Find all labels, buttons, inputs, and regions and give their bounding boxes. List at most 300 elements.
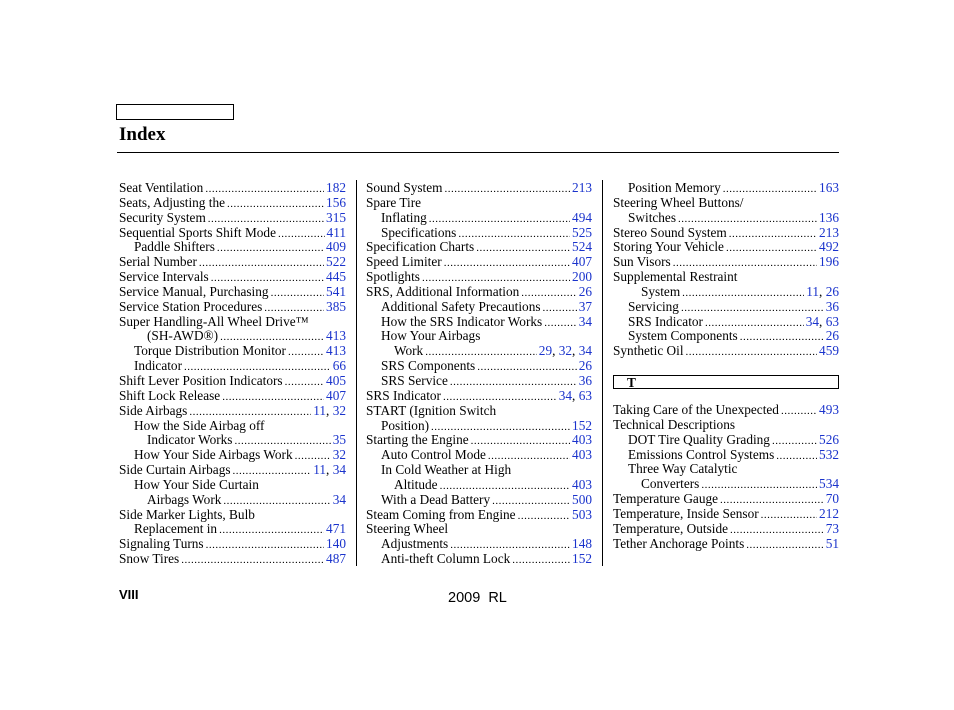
dot-leader xyxy=(219,523,324,538)
index-entry xyxy=(119,404,346,419)
page-refs xyxy=(326,300,346,315)
index-entry xyxy=(366,240,592,255)
index-entry xyxy=(119,240,346,255)
page-refs xyxy=(327,226,346,241)
index-entry xyxy=(119,285,346,300)
page-link[interactable]: 11 xyxy=(313,462,327,478)
index-entry xyxy=(366,493,592,508)
dot-leader xyxy=(271,286,324,301)
index-entry xyxy=(366,315,592,330)
dot-leader xyxy=(458,227,570,242)
index-entry xyxy=(366,270,592,285)
index-entry-label: Sequential Sports Shift Mode xyxy=(119,224,276,240)
page-refs xyxy=(326,196,346,211)
dot-leader xyxy=(781,404,817,419)
index-column-3 xyxy=(613,181,839,551)
index-entry xyxy=(119,270,346,285)
page-link[interactable]: 413 xyxy=(326,343,346,359)
dot-leader xyxy=(543,301,577,316)
page-refs xyxy=(326,522,346,537)
dot-leader xyxy=(518,509,570,524)
page-link[interactable]: 503 xyxy=(572,506,592,522)
page-refs xyxy=(326,211,346,226)
index-entry-label: Inflating xyxy=(381,209,427,225)
index-entry-label: Switches xyxy=(628,209,677,225)
page-refs: 11, 32 xyxy=(313,402,346,418)
column-divider xyxy=(356,180,357,566)
index-entry-label: Temperature, Outside xyxy=(613,520,729,536)
page-link[interactable]: 32 xyxy=(558,343,573,359)
page-link[interactable]: 26 xyxy=(825,283,839,299)
index-entry-label: Indicator Works xyxy=(147,432,233,448)
index-entry-label: Anti-theft Column Lock xyxy=(381,551,511,567)
page-link[interactable]: 541 xyxy=(326,283,346,299)
page-link[interactable]: 36 xyxy=(578,372,592,388)
index-entry xyxy=(613,403,839,418)
page-link[interactable]: 445 xyxy=(326,269,346,285)
page-refs: 29, 32, 34 xyxy=(538,343,592,359)
page-link[interactable]: 34 xyxy=(578,313,592,329)
index-entry xyxy=(613,300,839,315)
page-refs xyxy=(579,374,592,389)
index-entry-label: Side Marker Lights, Bulb xyxy=(119,506,255,522)
dot-leader xyxy=(761,508,817,523)
index-entry-label: (SH-AWD®) xyxy=(147,328,219,344)
index-entry xyxy=(613,418,839,433)
page-link[interactable]: 407 xyxy=(326,387,346,403)
page-link[interactable]: 315 xyxy=(326,209,346,225)
index-entry xyxy=(366,448,592,463)
dot-leader xyxy=(206,538,324,553)
index-entry xyxy=(366,433,592,448)
page-refs xyxy=(572,433,592,448)
index-entry xyxy=(119,448,346,463)
index-entry-label: Shift Lever Position Indicators xyxy=(119,372,283,388)
index-entry xyxy=(613,344,839,359)
page-refs xyxy=(579,300,592,315)
dot-leader xyxy=(512,553,570,568)
page-link[interactable]: 73 xyxy=(825,520,839,536)
index-entry xyxy=(366,389,592,404)
index-entry xyxy=(119,478,346,493)
dot-leader xyxy=(217,241,324,256)
dot-leader xyxy=(686,345,818,360)
page-refs xyxy=(326,552,346,567)
index-entry-label: Replacement in xyxy=(134,521,218,537)
index-list-t xyxy=(613,403,839,551)
page-refs xyxy=(572,552,592,567)
index-entry-label: Emissions Control Systems xyxy=(628,446,775,462)
index-entry xyxy=(366,285,592,300)
page-refs: 34, 63 xyxy=(805,313,839,329)
page-link[interactable]: 152 xyxy=(572,551,592,567)
page-link[interactable]: 500 xyxy=(572,491,592,507)
index-entry-label: Synthetic Oil xyxy=(613,343,684,359)
page-refs: 11, 34 xyxy=(313,462,346,478)
index-entry-label: How Your Side Airbags Work xyxy=(134,447,293,463)
index-entry xyxy=(119,359,346,374)
index-entry-label: Taking Care of the Unexpected xyxy=(613,401,779,417)
index-entry xyxy=(119,508,346,523)
dot-leader xyxy=(682,286,804,301)
index-entry xyxy=(613,181,839,196)
dot-leader xyxy=(222,390,324,405)
index-entry xyxy=(366,255,592,270)
index-entry xyxy=(119,463,346,478)
page-refs xyxy=(572,419,592,434)
page-link[interactable]: 34 xyxy=(332,491,346,507)
index-entry xyxy=(119,552,346,567)
index-entry-label: SRS, Additional Information xyxy=(366,283,520,299)
page-link[interactable]: 213 xyxy=(572,180,592,195)
index-entry xyxy=(366,404,592,419)
index-entry-label: Airbags Work xyxy=(147,491,222,507)
index-entry-label: Auto Control Mode xyxy=(381,447,486,463)
page-link[interactable]: 385 xyxy=(326,298,346,314)
page-refs xyxy=(326,329,346,344)
page-link[interactable]: 459 xyxy=(819,343,839,359)
index-entry xyxy=(366,463,592,478)
column-divider xyxy=(602,180,603,566)
page-refs xyxy=(326,285,346,300)
page-refs xyxy=(819,255,839,270)
page-link[interactable]: 34 xyxy=(805,313,820,329)
section-tab-box xyxy=(116,104,234,120)
index-entry xyxy=(119,389,346,404)
dot-leader xyxy=(444,256,570,271)
title-rule xyxy=(117,152,839,153)
index-entry xyxy=(119,329,346,344)
page-link[interactable]: 36 xyxy=(825,298,839,314)
index-entry-label: Spotlights xyxy=(366,269,420,285)
page-link[interactable]: 403 xyxy=(572,476,592,492)
index-entry xyxy=(119,493,346,508)
page-link[interactable]: 34 xyxy=(558,387,573,403)
page-link[interactable]: 148 xyxy=(572,536,592,552)
dot-leader xyxy=(278,227,325,242)
page-refs xyxy=(819,240,839,255)
page-link[interactable]: 182 xyxy=(326,180,346,195)
page-refs xyxy=(826,492,839,507)
index-entry xyxy=(613,477,839,492)
page-link[interactable]: 136 xyxy=(819,209,839,225)
page-refs xyxy=(333,433,346,448)
index-entry xyxy=(366,508,592,523)
index-entry-label: Tether Anchorage Points xyxy=(613,535,745,551)
index-entry-label: Seats, Adjusting the xyxy=(119,194,226,210)
index-entry-label: Service Station Procedures xyxy=(119,298,263,314)
index-entry-label: Position Memory xyxy=(628,180,721,195)
page-refs xyxy=(819,477,839,492)
index-entry-label: Specification Charts xyxy=(366,239,475,255)
index-entry xyxy=(613,196,839,211)
index-entry xyxy=(613,448,839,463)
index-entry xyxy=(613,285,839,300)
page-link[interactable]: 32 xyxy=(332,402,346,418)
page-link[interactable]: 37 xyxy=(578,298,592,314)
index-entry xyxy=(119,226,346,241)
index-entry xyxy=(613,211,839,226)
dot-leader xyxy=(729,227,817,242)
index-entry-label: Sun Visors xyxy=(613,254,671,270)
index-list-s-continued xyxy=(613,181,839,359)
page-link[interactable]: 405 xyxy=(326,372,346,388)
index-entry xyxy=(366,374,592,389)
dot-leader xyxy=(288,345,324,360)
index-entry xyxy=(613,255,839,270)
page-refs xyxy=(572,508,592,523)
dot-leader xyxy=(227,197,324,212)
index-entry xyxy=(366,522,592,537)
page-refs xyxy=(572,270,592,285)
index-entry-label: System xyxy=(641,283,681,299)
page-refs xyxy=(819,226,839,241)
page-link[interactable]: 32 xyxy=(332,447,346,463)
index-entry-label: SRS Indicator xyxy=(628,313,703,329)
page-link[interactable]: 534 xyxy=(819,476,839,492)
index-entry-label: Paddle Shifters xyxy=(134,239,215,255)
dot-leader xyxy=(181,553,324,568)
page-refs xyxy=(572,478,592,493)
index-entry xyxy=(119,537,346,552)
index-entry-label: Additional Safety Precautions xyxy=(381,298,541,314)
page-refs xyxy=(819,181,839,196)
dot-leader xyxy=(776,449,817,464)
page-refs xyxy=(572,493,592,508)
page-link[interactable]: 51 xyxy=(825,535,839,551)
index-entry xyxy=(366,211,592,226)
index-entry-label: SRS Indicator xyxy=(366,387,441,403)
index-entry-label: Temperature Gauge xyxy=(613,491,719,507)
index-entry-label: Altitude xyxy=(394,476,438,492)
page-link[interactable]: 200 xyxy=(572,269,592,285)
page-refs xyxy=(579,359,592,374)
page-link[interactable]: 212 xyxy=(819,505,839,521)
page-refs xyxy=(326,240,346,255)
page-link[interactable]: 140 xyxy=(326,536,346,552)
dot-leader xyxy=(285,375,324,390)
page-link[interactable]: 471 xyxy=(326,521,346,537)
page-refs xyxy=(819,507,839,522)
page-link[interactable]: 532 xyxy=(819,446,839,462)
index-entry-label: Torque Distribution Monitor xyxy=(134,343,286,359)
index-entry-label: Sound System xyxy=(366,180,443,195)
page-link[interactable]: 213 xyxy=(819,224,839,240)
page-refs xyxy=(326,374,346,389)
index-entry xyxy=(366,552,592,567)
dot-leader xyxy=(701,478,817,493)
page-link[interactable]: 196 xyxy=(819,254,839,270)
page-refs xyxy=(819,403,839,418)
page-link[interactable]: 525 xyxy=(572,224,592,240)
page-link[interactable]: 66 xyxy=(332,358,346,374)
index-entry-label: Servicing xyxy=(628,298,679,314)
page-link[interactable]: 411 xyxy=(326,224,346,240)
page-refs xyxy=(333,493,346,508)
index-entry xyxy=(613,270,839,285)
page-refs xyxy=(826,537,839,552)
page-link[interactable]: 494 xyxy=(572,209,592,225)
dot-leader xyxy=(544,316,577,331)
page-link[interactable]: 403 xyxy=(572,447,592,463)
index-entry-label: Spare Tire xyxy=(366,194,422,210)
page-refs xyxy=(326,344,346,359)
index-entry xyxy=(613,240,839,255)
page-link[interactable]: 156 xyxy=(326,194,346,210)
index-entry-label: Service Intervals xyxy=(119,269,209,285)
dot-leader xyxy=(726,241,817,256)
page-link[interactable]: 526 xyxy=(819,431,839,447)
page-link[interactable]: 70 xyxy=(825,491,839,507)
page-refs xyxy=(819,211,839,226)
index-entry-label: Starting the Engine xyxy=(366,432,469,448)
page-link[interactable]: 26 xyxy=(825,328,839,344)
page-link[interactable]: 163 xyxy=(819,180,839,195)
index-entry-label: Converters xyxy=(641,476,700,492)
index-entry-label: Stereo Sound System xyxy=(613,224,727,240)
index-entry xyxy=(119,181,346,196)
page-link[interactable]: 34 xyxy=(578,343,592,359)
page-refs xyxy=(579,315,592,330)
page-link[interactable]: 493 xyxy=(819,401,839,417)
index-entry-label: Seat Ventilation xyxy=(119,180,204,195)
dot-leader xyxy=(444,182,570,197)
page-link[interactable]: 29 xyxy=(538,343,553,359)
page-link[interactable]: 522 xyxy=(326,254,346,270)
index-entry xyxy=(119,196,346,211)
letter-heading-t: T xyxy=(613,375,839,389)
index-entry-label: Steering Wheel Buttons/ xyxy=(613,194,744,210)
page-refs xyxy=(572,537,592,552)
index-entry xyxy=(366,181,592,196)
page-link[interactable]: 34 xyxy=(332,462,346,478)
page-refs: 34, 63 xyxy=(558,387,592,403)
page-link[interactable]: 492 xyxy=(819,239,839,255)
page-refs xyxy=(326,181,346,196)
page-refs xyxy=(819,433,839,448)
index-entry-label: System Components xyxy=(628,328,738,344)
page-link[interactable]: 524 xyxy=(572,239,592,255)
index-entry-label: Technical Descriptions xyxy=(613,416,736,432)
dot-leader xyxy=(772,434,817,449)
page-link[interactable]: 26 xyxy=(578,358,592,374)
index-entry-label: Steering Wheel xyxy=(366,521,449,537)
index-entry-label: With a Dead Battery xyxy=(381,491,491,507)
page-link[interactable]: 63 xyxy=(825,313,839,329)
page-link[interactable]: 409 xyxy=(326,239,346,255)
index-entry-label: Indicator xyxy=(134,358,182,374)
index-entry-label: START (Ignition Switch xyxy=(366,402,497,418)
index-entry-label: In Cold Weather at High xyxy=(381,462,512,478)
index-entry-label: How the Side Airbag off xyxy=(134,417,265,433)
page-title: Index xyxy=(119,124,166,145)
index-entry-label: Speed Limiter xyxy=(366,254,442,270)
index-entry xyxy=(613,315,839,330)
index-entry-label: Security System xyxy=(119,209,206,225)
dot-leader xyxy=(740,330,824,345)
index-entry xyxy=(366,344,592,359)
footer-model: 2009 RL xyxy=(448,590,507,606)
dot-leader xyxy=(730,523,824,538)
dot-leader xyxy=(450,375,577,390)
page-link[interactable]: 403 xyxy=(572,432,592,448)
page-refs xyxy=(572,181,592,196)
index-entry-label: Side Airbags xyxy=(119,402,188,418)
page-refs xyxy=(333,448,346,463)
index-entry xyxy=(366,226,592,241)
index-entry-label: How Your Airbags xyxy=(381,328,481,344)
index-entry-label: Signaling Turns xyxy=(119,536,204,552)
index-entry-label: Serial Number xyxy=(119,254,197,270)
dot-leader xyxy=(477,360,576,375)
index-entry xyxy=(119,433,346,448)
index-column-2 xyxy=(366,181,592,567)
index-entry-label: Super Handling-All Wheel Drive™ xyxy=(119,313,309,329)
index-entry-label: Storing Your Vehicle xyxy=(613,239,724,255)
index-entry xyxy=(119,211,346,226)
page-refs xyxy=(819,448,839,463)
index-entry-label: Side Curtain Airbags xyxy=(119,462,231,478)
index-entry xyxy=(366,359,592,374)
page-refs xyxy=(572,226,592,241)
page-refs xyxy=(579,285,592,300)
index-entry-label: Work xyxy=(394,343,424,359)
dot-leader xyxy=(199,256,324,271)
index-entry xyxy=(119,522,346,537)
page-link[interactable]: 152 xyxy=(572,417,592,433)
page-refs xyxy=(326,389,346,404)
index-entry-label: Service Manual, Purchasing xyxy=(119,283,269,299)
page-link[interactable]: 487 xyxy=(326,551,346,567)
index-entry-label: How Your Side Curtain xyxy=(134,476,259,492)
index-entry xyxy=(613,492,839,507)
index-entry-label: Three Way Catalytic xyxy=(628,461,738,477)
index-entry-label: SRS Components xyxy=(381,358,476,374)
page-link[interactable]: 35 xyxy=(332,432,346,448)
index-entry xyxy=(613,507,839,522)
index-entry-label: SRS Service xyxy=(381,372,448,388)
page-link[interactable]: 11 xyxy=(313,402,327,418)
page-number: VIII xyxy=(119,587,139,602)
page-link[interactable]: 11 xyxy=(806,283,820,299)
index-entry xyxy=(613,537,839,552)
page-refs xyxy=(572,255,592,270)
index-entry-label: Temperature, Inside Sensor xyxy=(613,505,759,521)
index-entry xyxy=(119,255,346,270)
page-refs xyxy=(326,270,346,285)
page-refs: 11, 26 xyxy=(806,283,839,299)
index-entry xyxy=(366,537,592,552)
page-refs xyxy=(572,240,592,255)
page-refs xyxy=(572,211,592,226)
page-link[interactable]: 63 xyxy=(578,387,592,403)
index-entry xyxy=(613,462,839,477)
page-link[interactable]: 407 xyxy=(572,254,592,270)
page-refs xyxy=(826,522,839,537)
page-link[interactable]: 26 xyxy=(578,283,592,299)
index-entry xyxy=(366,419,592,434)
page-link[interactable]: 413 xyxy=(326,328,346,344)
page-refs xyxy=(326,537,346,552)
index-entry xyxy=(119,315,346,330)
dot-leader xyxy=(476,241,570,256)
page-refs xyxy=(819,344,839,359)
index-entry xyxy=(613,433,839,448)
index-entry xyxy=(119,374,346,389)
index-entry xyxy=(613,226,839,241)
index-entry-label: Supplemental Restraint xyxy=(613,269,738,285)
index-entry-label: Snow Tires xyxy=(119,551,180,567)
